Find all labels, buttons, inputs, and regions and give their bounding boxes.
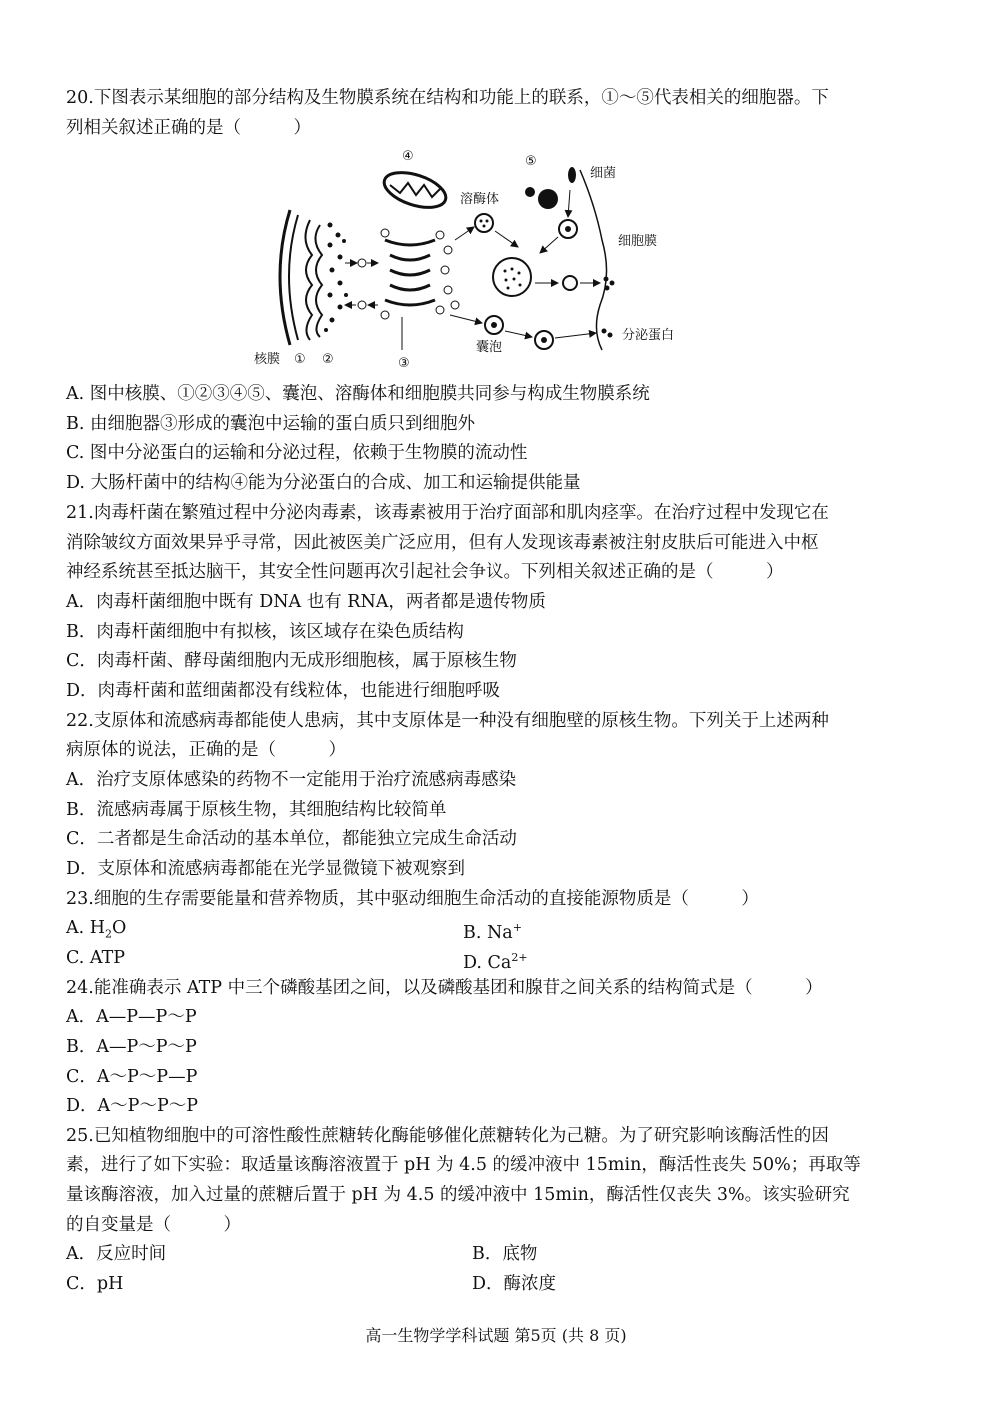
- label-5: ⑤: [525, 154, 537, 169]
- cell-diagram: [250, 145, 710, 375]
- q23-b-text: B. Na: [463, 922, 513, 943]
- q22-option-c: C．二者都是生命活动的基本单位，都能独立完成生命活动: [66, 829, 517, 849]
- q23-option-a: [66, 916, 126, 947]
- q21-stem-line1: 21.肉毒杆菌在繁殖过程中分泌肉毒素，该毒素被用于治疗面部和肌肉痉挛。在治疗过程中发现它在: [66, 503, 829, 523]
- q22-stem-line1: 22.支原体和流感病毒都能使人患病，其中支原体是一种没有细胞壁的原核生物。下列关于上述两种: [66, 711, 829, 731]
- label-4: ④: [402, 149, 414, 164]
- q22-option-b: B．流感病毒属于原核生物，其细胞结构比较简单: [66, 800, 447, 820]
- q23-option-d: [463, 946, 528, 975]
- q25-option-d: D．酶浓度: [472, 1274, 557, 1294]
- q20-stem-line2: 列相关叙述正确的是（ ）: [66, 118, 311, 138]
- label-nuclear-membrane: 核膜: [254, 352, 281, 367]
- label-3: ③: [398, 356, 410, 371]
- q24-option-a: A．A—P—P～P: [66, 1007, 197, 1027]
- q20-option-a: A. 图中核膜、①②③④⑤、囊泡、溶酶体和细胞膜共同参与构成生物膜系统: [66, 384, 650, 404]
- q20-option-b: B. 由细胞器③形成的囊泡中运输的蛋白质只到细胞外: [66, 414, 475, 434]
- q24-option-c: C．A～P～P—P: [66, 1067, 198, 1087]
- q23-option-c: C. ATP: [66, 948, 126, 968]
- q22-stem-line2: 病原体的说法，正确的是（ ）: [66, 740, 346, 760]
- label-secretory-protein: 分泌蛋白: [622, 328, 675, 343]
- q25-option-b: B．底物: [472, 1244, 538, 1264]
- q21-stem-line3: 神经系统甚至抵达脑干，其安全性问题再次引起社会争议。下列相关叙述正确的是（ ）: [66, 562, 784, 582]
- label-lysosome: 溶酶体: [460, 192, 500, 207]
- page-footer: 高一生物学学科试题 第5页 (共 8 页): [365, 1326, 627, 1345]
- q21-stem-line2: 消除皱纹方面效果异乎寻常，因此被医美广泛应用，但有人发现该毒素被注射皮肤后可能进入中枢: [66, 533, 819, 553]
- q25-stem-line4: 的自变量是（ ）: [66, 1215, 241, 1235]
- q22-option-a: A．治疗支原体感染的药物不一定能用于治疗流感病毒感染: [66, 770, 517, 790]
- label-cell-membrane: 细胞膜: [618, 234, 658, 249]
- q23-a-post: O: [112, 918, 127, 938]
- label-bacteria: 细菌: [590, 166, 617, 181]
- q21-option-b: B．肉毒杆菌细胞中有拟核，该区域存在染色质结构: [66, 622, 464, 642]
- q20-option-c: C. 图中分泌蛋白的运输和分泌过程，依赖于生物膜的流动性: [66, 443, 528, 463]
- q21-option-c: C．肉毒杆菌、酵母菌细胞内无成形细胞核，属于原核生物: [66, 651, 517, 671]
- q25-stem-line3: 量该酶溶液，加入过量的蔗糖后置于 pH 为 4.5 的缓冲液中 15min，酶活性仅丧失 3%。该实验研究: [66, 1185, 850, 1205]
- cell-structure-figure: [250, 145, 710, 375]
- q23-stem: 23.细胞的生存需要能量和营养物质，其中驱动细胞生命活动的直接能源物质是（ ）: [66, 889, 759, 909]
- q20-option-d: D. 大肠杆菌中的结构④能为分泌蛋白的合成、加工和运输提供能量: [66, 473, 581, 493]
- q23-d-text: D. Ca: [463, 952, 512, 973]
- q23-a-text: A. H: [66, 918, 106, 938]
- label-vesicle: 囊泡: [476, 340, 503, 355]
- label-2: ②: [322, 352, 334, 367]
- q23-b-sup: +: [512, 921, 522, 934]
- q23-a-sub: 2: [105, 927, 113, 941]
- q21-option-a: A．肉毒杆菌细胞中既有 DNA 也有 RNA，两者都是遗传物质: [66, 592, 546, 612]
- label-1: ①: [294, 352, 306, 367]
- q25-stem-line2: 素，进行了如下实验：取适量该酶溶液置于 pH 为 4.5 的缓冲液中 15min，酶活性丧失 50%；再取等: [66, 1155, 861, 1175]
- q23-option-b: [463, 916, 522, 945]
- q25-option-c: C．pH: [66, 1274, 124, 1294]
- q21-option-d: D．肉毒杆菌和蓝细菌都没有线粒体，也能进行细胞呼吸: [66, 681, 501, 701]
- q24-option-d: D．A～P～P～P: [66, 1096, 198, 1116]
- q25-stem-line1: 25.已知植物细胞中的可溶性酸性蔗糖转化酶能够催化蔗糖转化为己糖。为了研究影响该酶活性的因: [66, 1126, 829, 1146]
- q22-option-d: D．支原体和流感病毒都能在光学显微镜下被观察到: [66, 859, 466, 879]
- q23-d-sup: 2+: [511, 951, 528, 964]
- q20-stem-line1: 20.下图表示某细胞的部分结构及生物膜系统在结构和功能上的联系，①～⑤代表相关的细胞器。下: [66, 88, 829, 108]
- q24-stem: 24.能准确表示 ATP 中三个磷酸基团之间，以及磷酸基团和腺苷之间关系的结构简式是（ ）: [66, 978, 823, 998]
- q24-option-b: B．A—P～P～P: [66, 1037, 197, 1057]
- q25-option-a: A．反应时间: [66, 1244, 167, 1264]
